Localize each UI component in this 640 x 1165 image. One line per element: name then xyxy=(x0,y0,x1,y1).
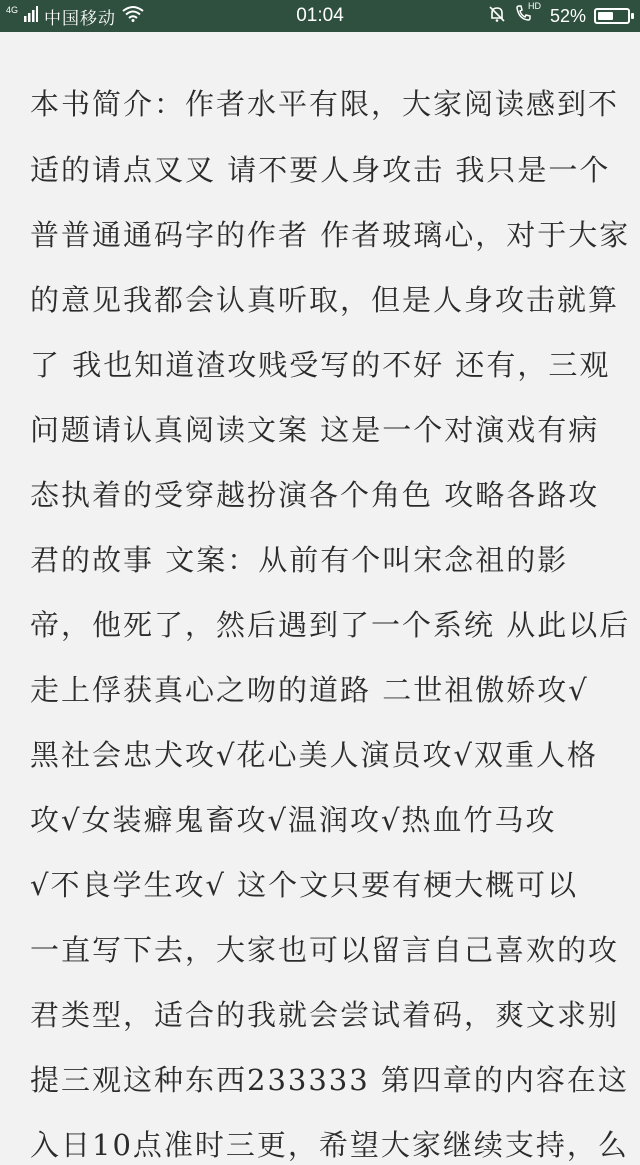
mute-icon xyxy=(488,5,506,28)
text-line: 君的故事 文案：从前有个叫宋念祖的影 xyxy=(30,543,569,577)
text-line: 入日10点准时三更，希望大家继续支持，么 xyxy=(30,1128,629,1162)
text-line: 提三观这种东西233333 第四章的内容在这 xyxy=(30,1063,629,1097)
carrier-name: 中国移动 xyxy=(44,8,117,28)
text-line: 态执着的受穿越扮演各个角色 攻略各路攻 xyxy=(30,478,600,512)
text-line: 问题请认真阅读文案 这是一个对演戏有病 xyxy=(30,413,600,447)
text-line: 攻√女装癖鬼畜攻√温润攻√热血竹马攻 xyxy=(30,803,557,837)
text-line: 帝，他死了，然后遇到了一个系统 从此以后 xyxy=(30,608,631,642)
battery-icon xyxy=(594,8,630,24)
text-line: 适的请点叉叉 请不要人身攻击 我只是一个 xyxy=(30,153,611,187)
text-line: √不良学生攻√ 这个文只要有梗大概可以 xyxy=(30,868,579,902)
text-line: 了 我也知道渣攻贱受写的不好 还有，三观 xyxy=(30,348,611,382)
clock: 01:04 xyxy=(296,5,344,26)
reader-page[interactable] xyxy=(0,32,640,1162)
hd-label: HD xyxy=(527,0,541,11)
text-line: 一直写下去，大家也可以留言自己喜欢的攻 xyxy=(30,933,620,967)
battery-fill xyxy=(598,12,613,20)
text-line: 君类型，适合的我就会尝试着码，爽文求别 xyxy=(30,998,620,1032)
status-bar xyxy=(0,0,640,32)
text-line: 本书简介：作者水平有限，大家阅读感到不 xyxy=(30,87,620,121)
text-line: 黑社会忠犬攻√花心美人演员攻√双重人格 xyxy=(30,738,598,772)
status-right xyxy=(488,0,630,32)
battery-percent: 52% xyxy=(549,5,586,26)
text-line: 普普通通码字的作者 作者玻璃心，对于大家 xyxy=(30,218,631,252)
text-line: 走上俘获真心之吻的道路 二世祖傲娇攻√ xyxy=(30,673,589,707)
volte-call-icon xyxy=(514,0,541,29)
text-line: 的意见我都会认真听取，但是人身攻击就算 xyxy=(30,283,620,317)
network-type-label: 4G xyxy=(6,5,19,15)
